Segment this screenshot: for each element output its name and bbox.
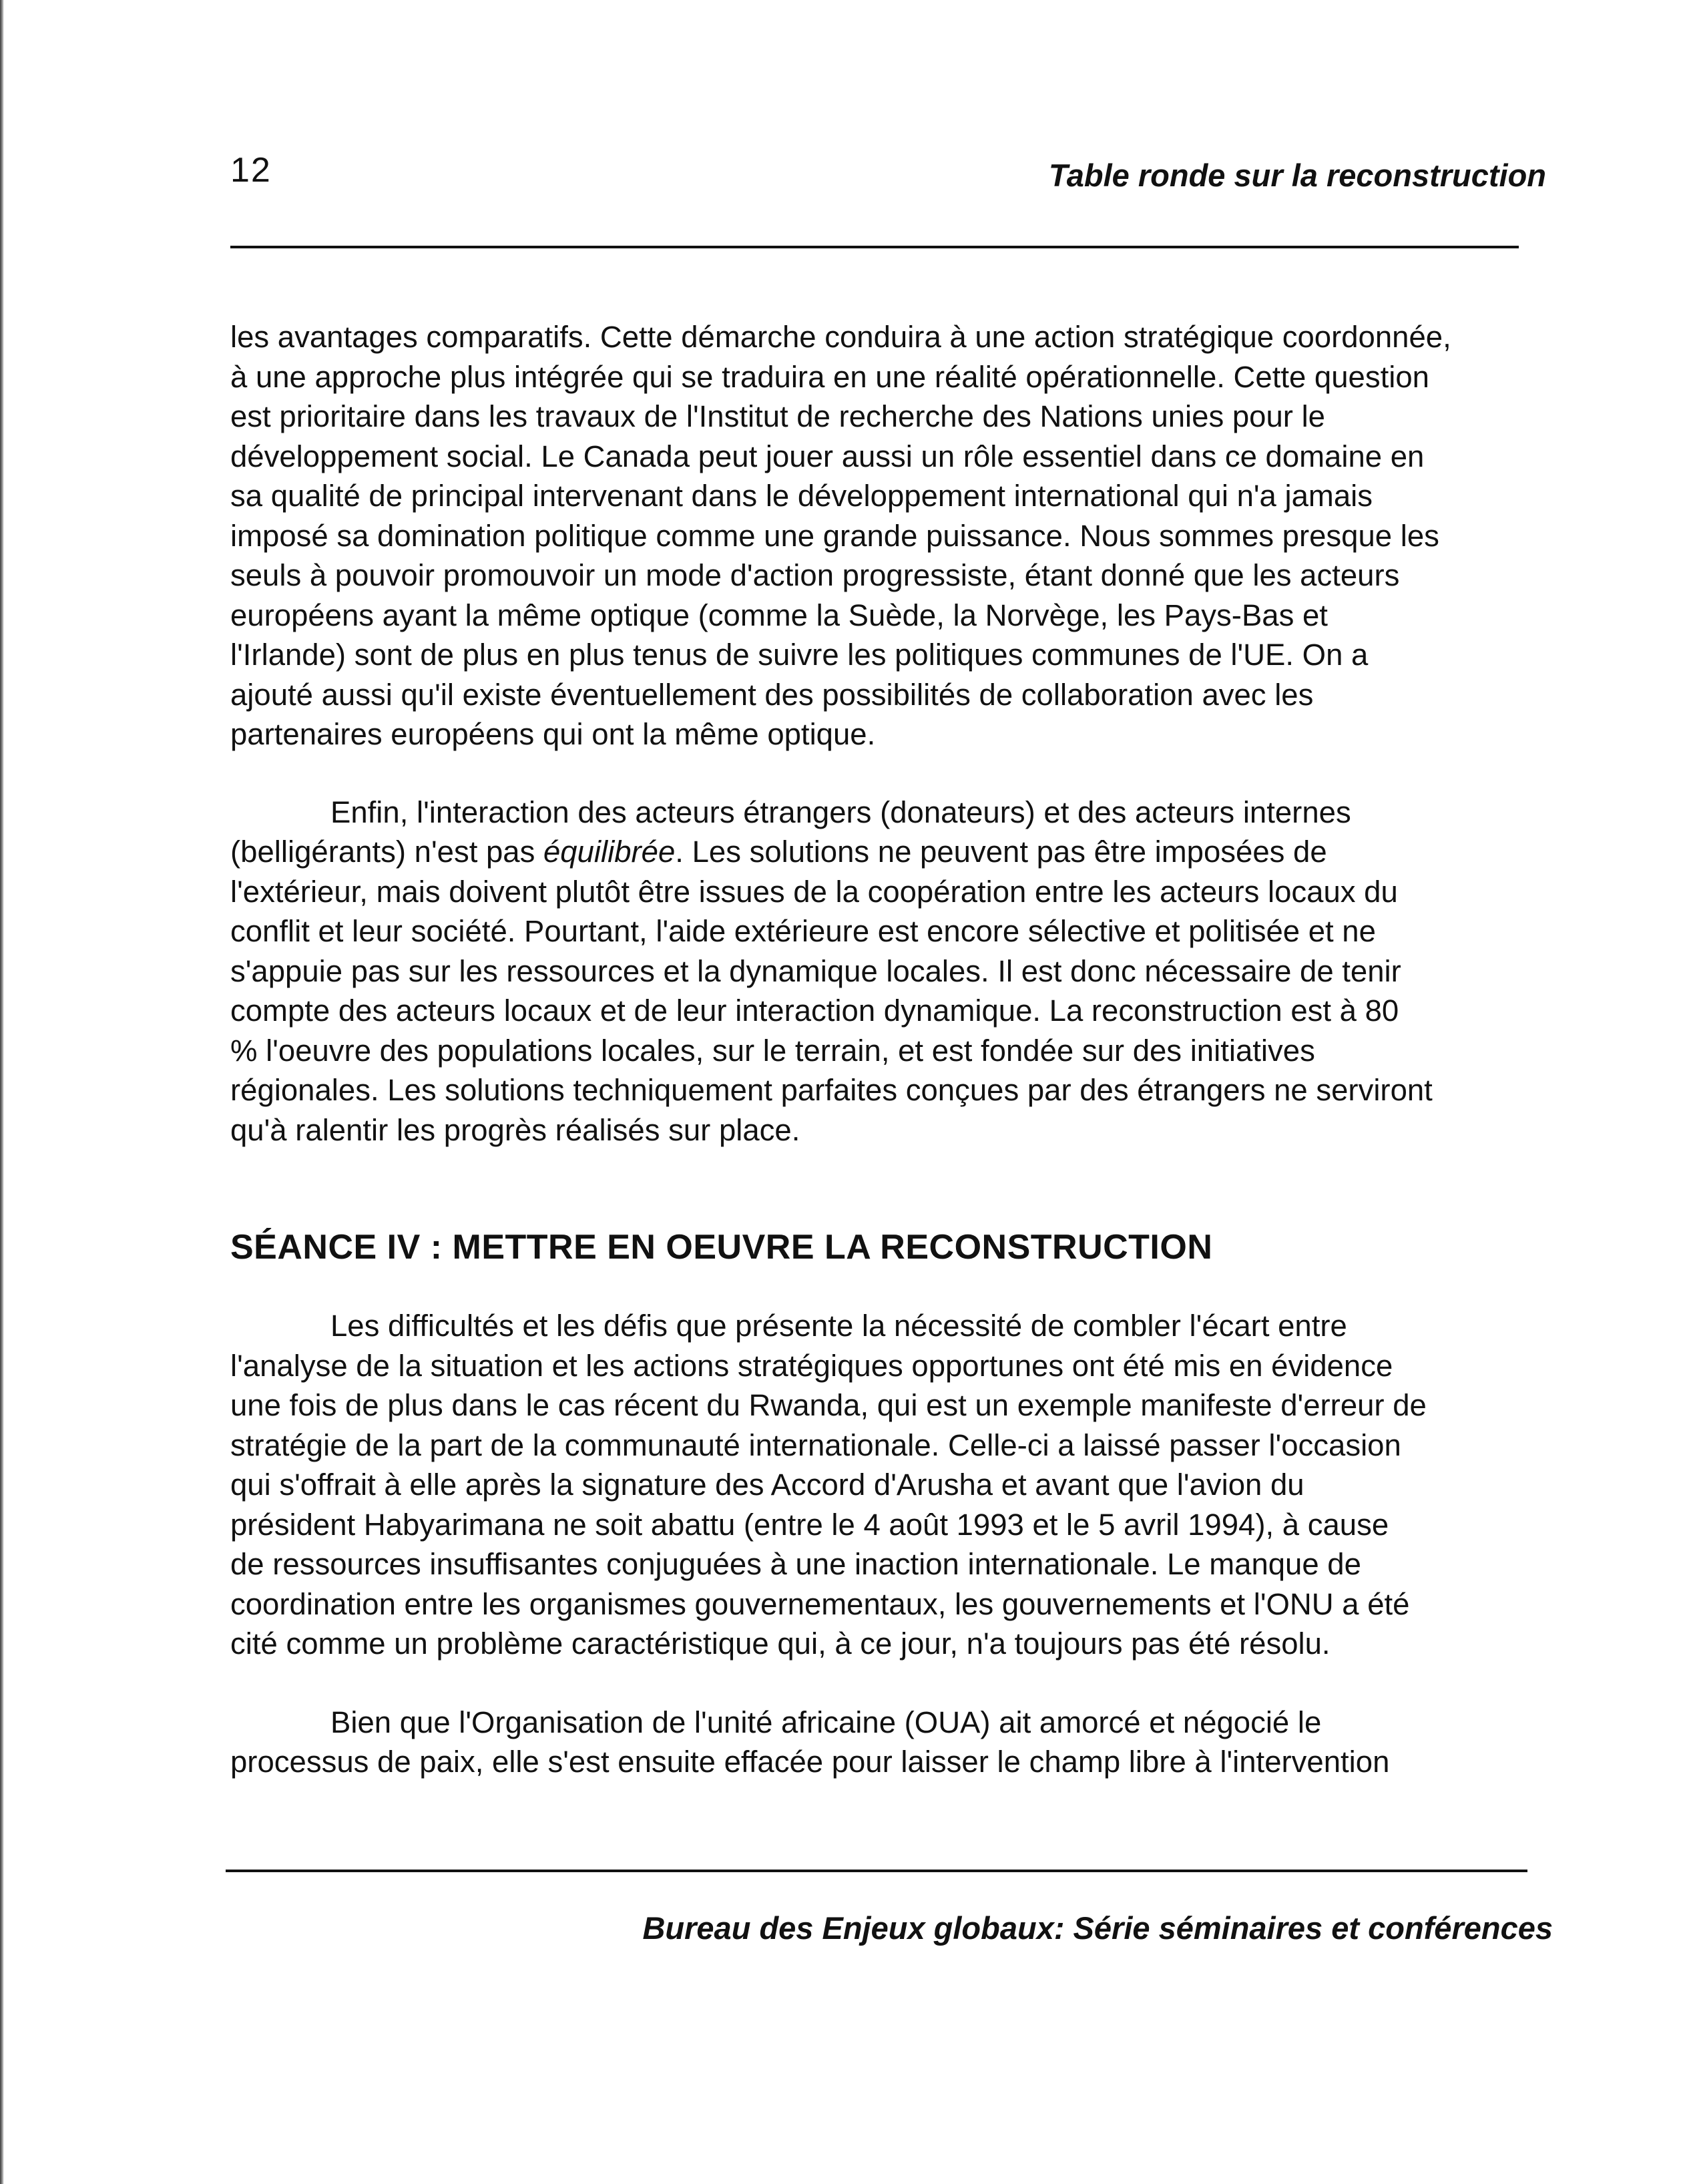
running-title: Table ronde sur la reconstruction [1048, 158, 1546, 193]
text-line: qui s'offrait à elle après la signature des Accord d'Arusha et avant que l'avion du [230, 1468, 1304, 1502]
text-line [230, 832, 1559, 872]
footer-rule [226, 1870, 1527, 1872]
text-line: imposé sa domination politique comme une grande puissance. Nous sommes presque les [230, 518, 1439, 553]
text-line: à une approche plus intégrée qui se traduira en une réalité opérationnelle. Cette question [230, 359, 1429, 394]
text-line: Bien que l'Organisation de l'unité africaine (OUA) ait amorcé et négocié le [330, 1705, 1322, 1739]
text-line: compte des acteurs locaux et de leur interaction dynamique. La reconstruction est à 80 [230, 994, 1399, 1028]
text-line: Les difficultés et les défis que présente la nécessité de combler l'écart entre [330, 1309, 1347, 1343]
body-text [230, 317, 1559, 1782]
text-line: conflit et leur société. Pourtant, l'aide extérieure est encore sélective et politisée et ne [230, 914, 1376, 948]
paragraph-4 [230, 1703, 1559, 1782]
text-line: est prioritaire dans les travaux de l'Institut de recherche des Nations unies pour le [230, 399, 1325, 433]
paragraph-2 [230, 793, 1559, 1150]
text-run: (belligérants) n'est pas [230, 835, 543, 869]
section-heading: SÉANCE IV : METTRE EN OEUVRE LA RECONSTRUCTION [230, 1228, 1213, 1267]
scan-edge [0, 0, 4, 2184]
text-line: sa qualité de principal intervenant dans le développement international qui n'a jamais [230, 479, 1373, 513]
text-line: coordination entre les organismes gouvernementaux, les gouvernements et l'ONU a été [230, 1586, 1410, 1621]
paragraph-1 [230, 317, 1559, 754]
footer-series-title: Bureau des Enjeux globaux: Série séminaires et conférences [642, 1910, 1553, 1946]
text-line: les avantages comparatifs. Cette démarche conduira à une action stratégique coordonnée, [230, 320, 1451, 354]
text-line: ajouté aussi qu'il existe éventuellement des possibilités de collaboration avec les [230, 677, 1314, 712]
header-rule [230, 246, 1519, 248]
text-line: président Habyarimana ne soit abattu (entre le 4 août 1993 et le 5 avril 1994), à cause [230, 1507, 1389, 1542]
page-number: 12 [230, 151, 272, 190]
text-line: seuls à pouvoir promouvoir un mode d'action progressiste, étant donné que les acteurs [230, 558, 1400, 592]
text-line: régionales. Les solutions techniquement parfaites conçues par des étrangers ne serviront [230, 1073, 1433, 1107]
text-line: européens ayant la même optique (comme la Suède, la Norvège, les Pays-Bas et [230, 598, 1328, 632]
text-line: développement social. Le Canada peut jouer aussi un rôle essentiel dans ce domaine en [230, 439, 1425, 473]
text-line: % l'oeuvre des populations locales, sur le terrain, et est fondée sur des initiatives [230, 1033, 1315, 1068]
emphasis-text: équilibrée [543, 835, 676, 869]
paragraph-3 [230, 1306, 1559, 1664]
text-line: qu'à ralentir les progrès réalisés sur place. [230, 1112, 800, 1147]
text-line: s'appuie pas sur les ressources et la dynamique locales. Il est donc nécessaire de tenir [230, 953, 1401, 988]
text-line: cité comme un problème caractéristique qui, à ce jour, n'a toujours pas été résolu. [230, 1626, 1331, 1661]
text-line: processus de paix, elle s'est ensuite effacée pour laisser le champ libre à l'intervention [230, 1745, 1390, 1779]
text-line: stratégie de la part de la communauté internationale. Celle-ci a laissé passer l'occasion [230, 1428, 1401, 1462]
text-line: partenaires européens qui ont la même optique. [230, 717, 876, 751]
text-run: . Les solutions ne peuvent pas être imposées de [675, 835, 1327, 869]
text-line: l'Irlande) sont de plus en plus tenus de suivre les politiques communes de l'UE. On a [230, 638, 1369, 672]
text-line: l'extérieur, mais doivent plutôt être issues de la coopération entre les acteurs locaux du [230, 874, 1398, 909]
text-line: Enfin, l'interaction des acteurs étrangers (donateurs) et des acteurs internes [330, 795, 1351, 829]
text-line: l'analyse de la situation et les actions stratégiques opportunes ont été mis en évidence [230, 1348, 1393, 1383]
text-line: une fois de plus dans le cas récent du Rwanda, qui est un exemple manifeste d'erreur de [230, 1388, 1427, 1422]
text-line: de ressources insuffisantes conjuguées à une inaction internationale. Le manque de [230, 1547, 1361, 1581]
